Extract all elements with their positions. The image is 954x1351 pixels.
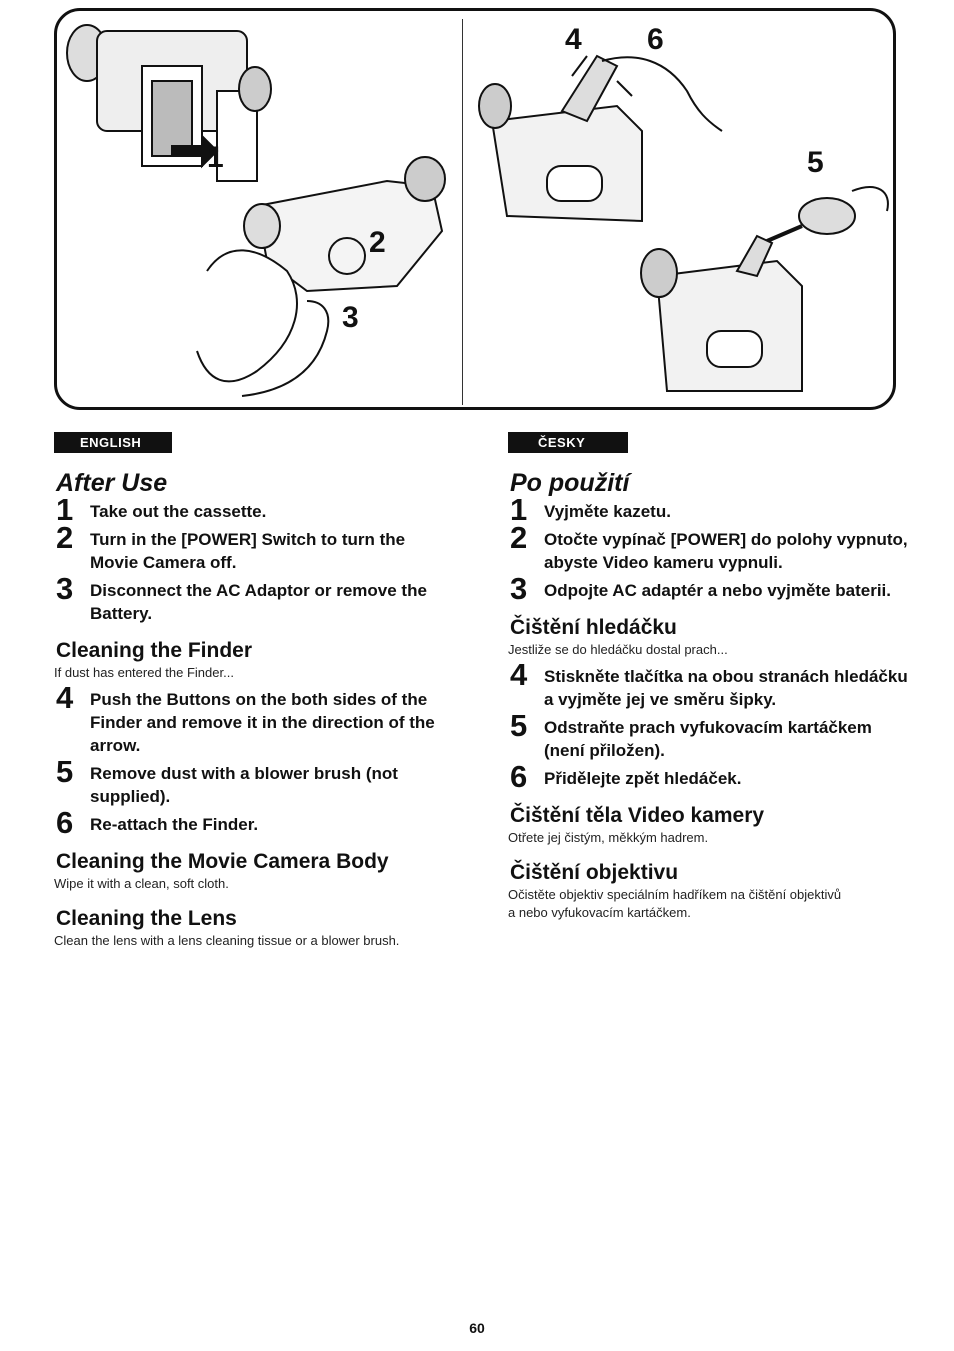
step-number: 6 (510, 759, 528, 794)
step-number: 6 (56, 805, 74, 840)
illustration-panel (54, 8, 896, 410)
po-pouziti-steps (508, 492, 908, 606)
cisteni-objektivu-note: Očistěte objektiv speciálním hadříkem na čištění objektivů a nebo vyfukovacím kartáčkem. (508, 887, 842, 920)
english-column (54, 432, 454, 956)
step-number: 4 (56, 680, 74, 715)
step-item (508, 520, 908, 574)
po-pouziti-title: Po použití (510, 469, 630, 497)
finder-steps (54, 680, 454, 840)
cleaning-body-heading: Cleaning the Movie Camera Body (56, 850, 389, 873)
czech-column (508, 432, 908, 928)
step-number: 5 (56, 754, 74, 789)
callout-1: 1 (207, 141, 224, 174)
step-text: Vyjměte kazetu. (544, 502, 671, 521)
step-number: 1 (510, 492, 528, 527)
cisteni-hledacku-note: Jestliže se do hledáčku dostal prach... (508, 642, 728, 657)
step-number: 3 (510, 571, 528, 606)
camera-power-hands-drawing (197, 157, 445, 396)
step-text: Push the Buttons on the both sides of the Finder and remove it in the direction of the arrow. (90, 690, 435, 755)
cisteni-objektivu-heading: Čištění objektivu (510, 861, 679, 884)
step-text: Stiskněte tlačítka na obou stranách hledáčku a vyjměte jej ve směru šipky. (544, 667, 908, 709)
cleaning-finder-heading: Cleaning the Finder (56, 639, 253, 662)
step-text: Odpojte AC adaptér a nebo vyjměte baterii. (544, 581, 892, 600)
camera-cassette-open-drawing (67, 25, 271, 181)
cisteni-hledacku-heading: Čištění hledáčku (510, 616, 677, 639)
callout-6: 6 (647, 23, 664, 56)
step-text: Take out the cassette. (90, 502, 267, 521)
step-item (508, 708, 908, 762)
step-number: 4 (510, 657, 528, 692)
cleaning-finder-note: If dust has entered the Finder... (54, 665, 234, 680)
cleaning-lens-heading: Cleaning the Lens (56, 907, 237, 930)
step-text: Remove dust with a blower brush (not supplied). (90, 764, 398, 806)
step-item (508, 759, 908, 794)
after-use-title: After Use (56, 469, 168, 497)
hledacek-steps (508, 657, 908, 794)
page-number: 60 (469, 1320, 485, 1336)
step-number: 2 (56, 520, 74, 555)
english-language-tag: ENGLISH (54, 432, 172, 453)
cleaning-lens-note: Clean the lens with a lens cleaning tissue or a blower brush. (54, 933, 400, 948)
callout-5: 5 (807, 146, 824, 179)
step-text: Re-attach the Finder. (90, 815, 259, 834)
czech-language-tag: ČESKY (508, 432, 628, 453)
callout-3: 3 (342, 301, 359, 334)
step-item (508, 657, 908, 711)
callout-4: 4 (565, 23, 582, 56)
after-use-steps (54, 492, 454, 625)
cleaning-body-note: Wipe it with a clean, soft cloth. (54, 876, 229, 891)
step-text: Odstraňte prach vyfukovacím kartáčkem (není přiložen). (544, 718, 872, 760)
step-number: 5 (510, 708, 528, 743)
blower-brush-drawing (767, 187, 888, 241)
camera-finder-removed-drawing (641, 236, 802, 391)
step-text: Otočte vypínač [POWER] do polohy vypnuto, abyste Video kameru vypnuli. (544, 530, 908, 572)
step-item (54, 571, 454, 625)
step-number: 1 (56, 492, 74, 527)
step-item (54, 520, 454, 574)
callout-2: 2 (369, 226, 386, 259)
step-item (508, 492, 908, 527)
cisteni-tela-heading: Čištění těla Video kamery (510, 804, 765, 827)
step-item (54, 492, 454, 527)
step-item (54, 754, 454, 808)
step-item (54, 680, 454, 757)
step-text: Turn in the [POWER] Switch to turn the Movie Camera off. (90, 530, 406, 572)
camera-finder-removal-drawing (479, 56, 722, 221)
step-number: 2 (510, 520, 528, 555)
step-text: Disconnect the AC Adaptor or remove the Battery. (90, 581, 427, 623)
step-item (508, 571, 908, 606)
step-text: Přidělejte zpět hledáček. (544, 769, 742, 788)
step-item (54, 805, 454, 840)
step-number: 3 (56, 571, 74, 606)
camcorder-illustration (57, 11, 896, 410)
cisteni-tela-note: Otřete jej čistým, měkkým hadrem. (508, 830, 709, 845)
figure-divider (462, 19, 463, 405)
